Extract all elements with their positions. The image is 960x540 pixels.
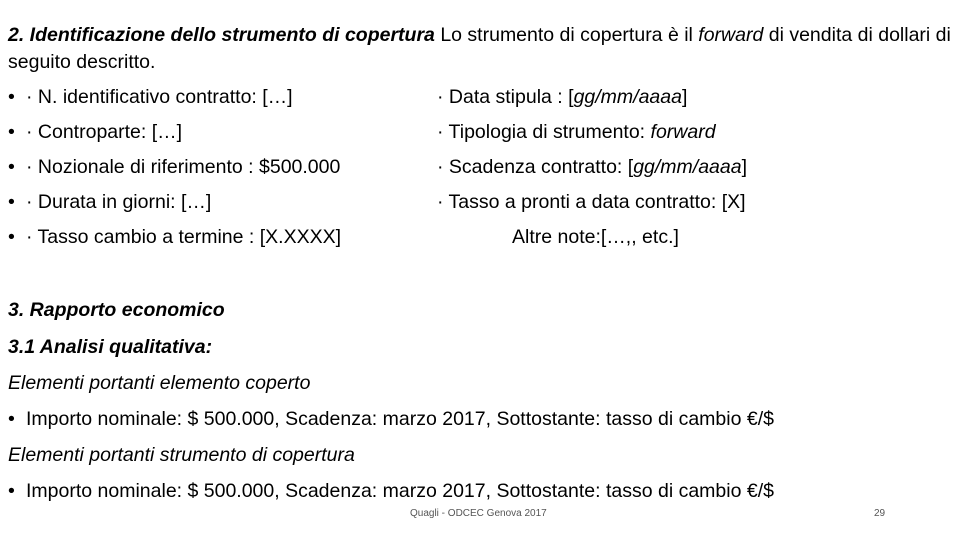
bullet-icon: • <box>8 86 15 108</box>
bullet-icon: • <box>8 156 15 178</box>
right-item-text: · Tasso a pronti a data contratto: [X] <box>437 191 746 213</box>
section2-heading: 2. Identificazione dello strumento di copertura <box>8 24 435 46</box>
page-number: 29 <box>874 508 886 519</box>
bullet-icon: • <box>8 480 15 502</box>
right-item-5 <box>512 224 679 251</box>
left-item-3 <box>8 154 340 181</box>
right-item-text: Altre note:[…,, etc.] <box>512 226 679 248</box>
bullet-icon: • <box>8 226 15 248</box>
left-item-text: · Controparte: […] <box>26 121 183 143</box>
bullet-icon: • <box>8 191 15 213</box>
section2-text-italic: forward <box>698 24 764 46</box>
section3-heading: 3. Rapporto economico <box>8 299 225 321</box>
section3-item-text: Importo nominale: $ 500.000, Scadenza: marzo 2017, Sottostante: tasso di cambio €/$ <box>26 480 774 502</box>
right-item-text: · Data stipula : [ <box>437 86 574 108</box>
left-item-text: · Nozionale di riferimento : $500.000 <box>26 156 341 178</box>
left-item-1 <box>8 84 293 111</box>
right-item-4 <box>437 189 746 216</box>
section3-label-strumento: Elementi portanti strumento di copertura <box>8 444 355 466</box>
right-item-2 <box>437 119 716 146</box>
left-item-text: · Tasso cambio a termine : [X.XXXX] <box>26 226 342 248</box>
left-item-text: · Durata in giorni: […] <box>26 191 212 213</box>
section3-item-strumento <box>8 478 774 505</box>
left-item-2 <box>8 119 182 146</box>
section3-subheading: 3.1 Analisi qualitativa: <box>8 336 213 358</box>
right-item-3 <box>437 154 747 181</box>
section3-item-text: Importo nominale: $ 500.000, Scadenza: marzo 2017, Sottostante: tasso di cambio €/$ <box>26 408 774 430</box>
right-item-text: · Tipologia di strumento: <box>437 121 651 143</box>
right-item-1 <box>437 84 687 111</box>
right-item-text: · Scadenza contratto: [ <box>437 156 634 178</box>
right-item-end: ] <box>681 86 688 108</box>
left-item-5 <box>8 224 341 251</box>
section3-item-coperto <box>8 406 774 433</box>
right-item-end: ] <box>741 156 748 178</box>
left-item-4 <box>8 189 211 216</box>
footer-text: Quagli - ODCEC Genova 2017 <box>410 508 547 519</box>
right-item-italic: forward <box>650 121 716 143</box>
bullet-icon: • <box>8 121 15 143</box>
right-item-italic: gg/mm/aaaa <box>633 156 742 178</box>
left-item-text: · N. identificativo contratto: […] <box>26 86 293 108</box>
section2-text-b: di vendita di dollari di seguito descritto. <box>8 24 951 73</box>
section3-label-coperto: Elementi portanti elemento coperto <box>8 372 311 394</box>
bullet-icon: • <box>8 408 15 430</box>
section2-paragraph <box>8 22 953 76</box>
section2-text-a: Lo strumento di copertura è il <box>434 24 699 46</box>
right-item-italic: gg/mm/aaaa <box>573 86 682 108</box>
